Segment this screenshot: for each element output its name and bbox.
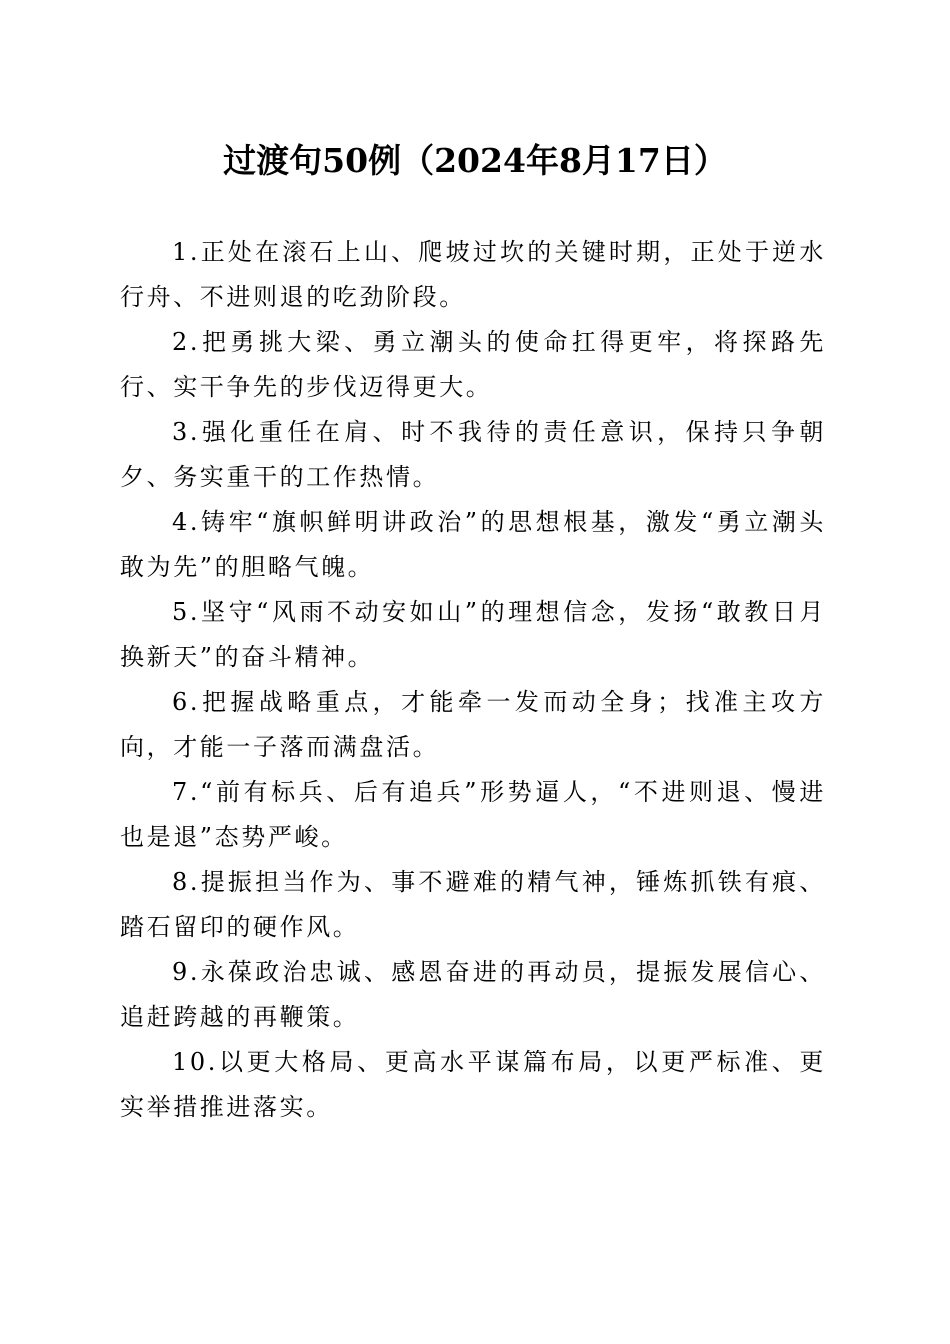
paragraph-item-1: 1.正处在滚石上山、爬坡过坎的关键时期，正处于逆水行舟、不进则退的吃劲阶段。 <box>120 238 826 311</box>
paragraph-item-5: 5.坚守“风雨不动安如山”的理想信念，发扬“敢教日月换新天”的奋斗精神。 <box>120 598 826 671</box>
paragraph-item-6: 6.把握战略重点，才能牵一发而动全身；找准主攻方向，才能一子落而满盘活。 <box>120 688 826 761</box>
document-title: 过渡句50例（2024年8月17日） <box>223 141 727 180</box>
paragraph-item-7: 7.“前有标兵、后有追兵”形势逼人，“不进则退、慢进也是退”态势严峻。 <box>120 778 826 851</box>
document-body <box>120 230 826 1130</box>
paragraph-item-3: 3.强化重任在肩、时不我待的责任意识，保持只争朝夕、务实重干的工作热情。 <box>120 418 826 491</box>
paragraph-item-9: 9.永葆政治忠诚、感恩奋进的再动员，提振发展信心、追赶跨越的再鞭策。 <box>120 958 826 1031</box>
paragraph-item-8: 8.提振担当作为、事不避难的精气神，锤炼抓铁有痕、踏石留印的硬作风。 <box>120 868 826 941</box>
paragraph-item-2: 2.把勇挑大梁、勇立潮头的使命扛得更牢，将探路先行、实干争先的步伐迈得更大。 <box>120 328 826 401</box>
paragraph-item-10: 10.以更大格局、更高水平谋篇布局，以更严标准、更实举措推进落实。 <box>120 1048 826 1121</box>
paragraph-item-4: 4.铸牢“旗帜鲜明讲政治”的思想根基，激发“勇立潮头敢为先”的胆略气魄。 <box>120 508 826 581</box>
